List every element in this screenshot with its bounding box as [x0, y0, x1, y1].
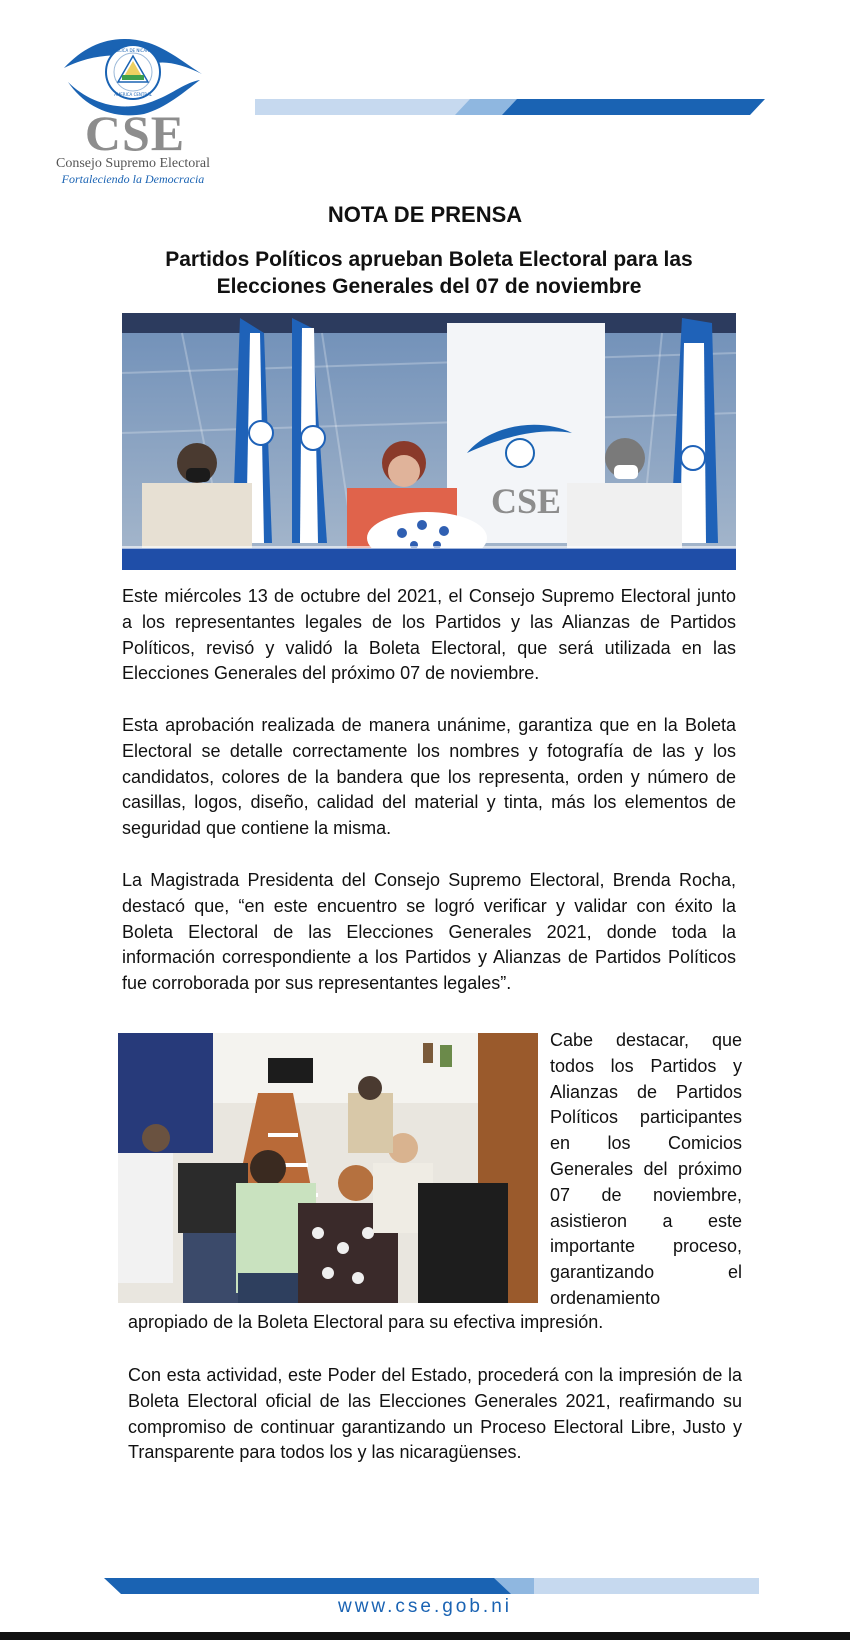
article-title: Partidos Políticos aprueban Boleta Electoral para las Elecciones Generales del 07 de noviembre — [165, 248, 693, 298]
svg-text:REPUBLICA DE NICARAGUA: REPUBLICA DE NICARAGUA — [105, 48, 161, 53]
press-release-kicker: NOTA DE PRENSA — [327, 202, 523, 227]
header-decorative-band — [255, 99, 765, 115]
logo-acronym: CSE — [84, 105, 186, 161]
svg-text:CSE: CSE — [490, 481, 562, 521]
cse-logo — [48, 34, 218, 186]
article-paragraph-5: Con esta actividad, este Poder del Estado, procederá con la impresión de la Boleta Electoral oficial de las Elecciones Generales 2021, reafirmando su compromiso de continuar garantizando un Proceso Electoral Libre, Justo y Transparente para todos los y las nicaragüenses. — [128, 1365, 742, 1463]
logo-slogan: Fortaleciendo la Democracia — [61, 172, 205, 186]
press-conference-photo — [122, 313, 736, 570]
cse-emblem-icon — [60, 34, 206, 116]
article-paragraph-2: Esta aprobación realizada de manera unánime, garantiza que en la Boleta Electoral se detalle correctamente los nombres y fotografía de las y los candidatos, colores de la bandera que los representa, orden y número de casillas, logos, diseño, calidad del material y tinta, más los elementos de seguridad que contiene la misma. — [122, 715, 736, 839]
article-paragraph-1: Este miércoles 13 de octubre del 2021, el Consejo Supremo Electoral junto a los representantes legales de los Partidos y las Alianzas de Partidos Políticos, revisó y validó la Boleta Electoral, que será utilizada en las Elecciones Generales del próximo 07 de noviembre. — [122, 586, 736, 684]
page-bottom-rule — [0, 1632, 850, 1640]
svg-text:AMERICA CENTRAL: AMERICA CENTRAL — [114, 92, 152, 97]
meeting-room-photo — [118, 1033, 538, 1303]
website-link[interactable]: www.cse.gob.ni — [337, 1596, 512, 1617]
article-paragraph-3: La Magistrada Presidenta del Consejo Supremo Electoral, Brenda Rocha, destacó que, “en este encuentro se logró verificar y validar con éxito la Boleta Electoral de las Elecciones Generales 2021, donde toda la información correspondiente a los Partidos y Alianzas de Partidos Políticos fue corroborada por sus representantes legales”. — [122, 870, 736, 994]
logo-name: Consejo Supremo Electoral — [56, 156, 210, 171]
footer-decorative-band — [104, 1578, 759, 1594]
article-paragraph-4: Cabe destacar, que todos los Partidos y Alianzas de Partidos Políticos participantes en los Comicios Generales del próximo 07 de noviembre, asistieron a este importante proceso, garantizando el ordenamiento — [550, 1030, 742, 1308]
article-paragraph-4-continuation: apropiado de la Boleta Electoral para su efectiva impresión. — [128, 1312, 604, 1332]
